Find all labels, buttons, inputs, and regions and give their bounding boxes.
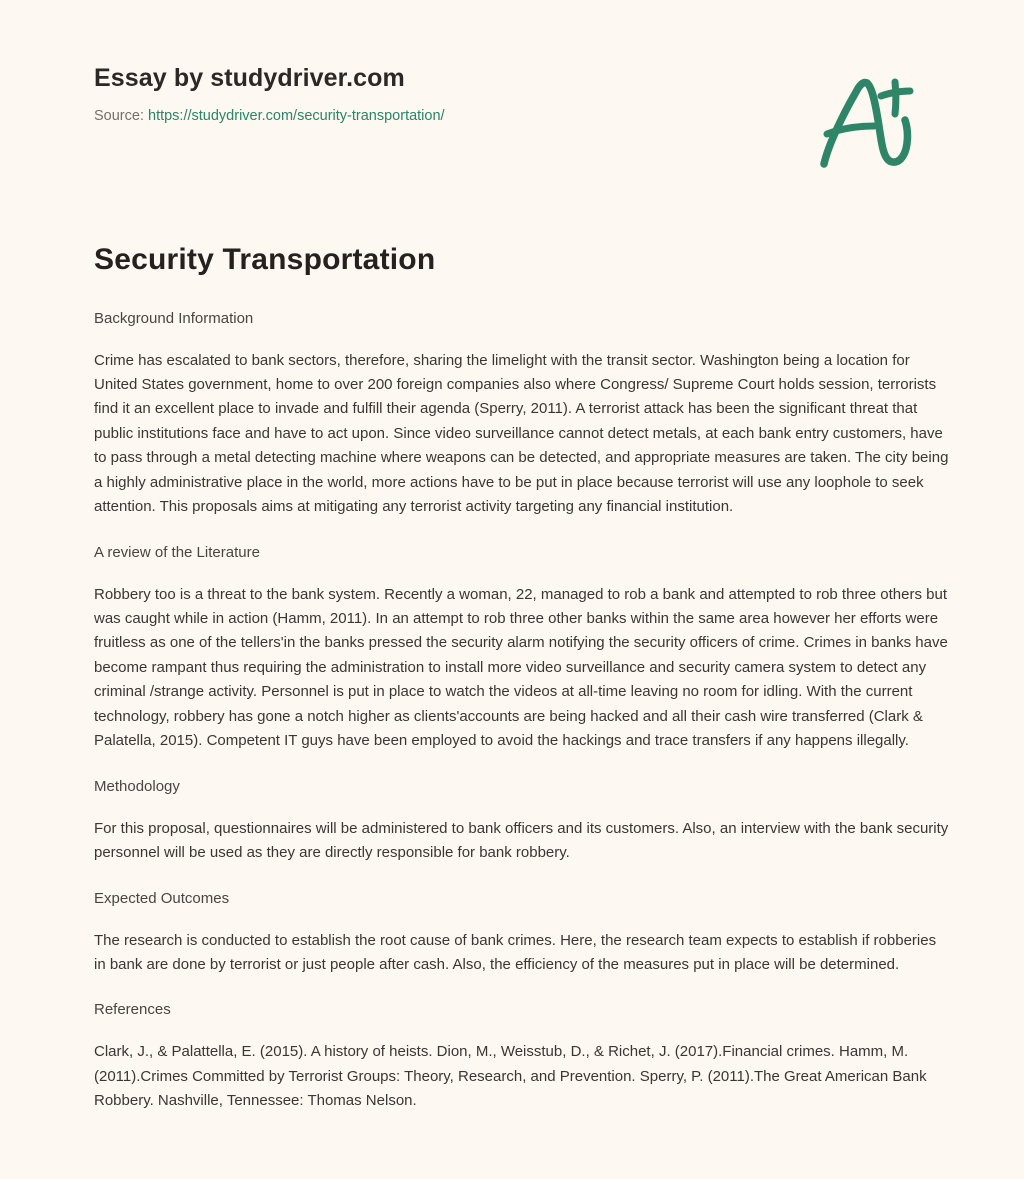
page-header xyxy=(0,0,1024,200)
page-title: Security Transportation xyxy=(94,243,436,276)
section-paragraph-background-information: Crime has escalated to bank sectors, therefore, sharing the limelight with the transit sector. Washington being a location for United States government, home to over 200 foreign companies also where Congress/ Supreme Court holds session, terrorists find it an excellent place to invade and fulfill their agenda (Sperry, 2011). A terrorist attack has been the significant threat that public institutions face and have to act upon. Since video surveillance cannot detect metals, at each bank entry customers, have to pass through a metal detecting machine where weapons can be detected, and appropriate measures are taken. The city being a highly administrative place in the world, more actions have to be put in place because terrorist will use any loophole to seek attention. This proposals aims at mitigating any terrorist activity targeting any financial institution. xyxy=(94,351,949,516)
section-heading-review-of-the-literature: A review of the Literature xyxy=(94,543,260,561)
section-paragraph-review-of-the-literature: Robbery too is a threat to the bank system. Recently a woman, 22, managed to rob a bank and attempted to rob three others but was caught while in action (Hamm, 2011). In an attempt to rob three other banks within the same area however her efforts were fruitless as one of the tellers'in the banks pressed the security alarm notifying the security officers of crime. Crimes in banks have become rampant thus requiring the administration to install more video surveillance and security camera system to detect any criminal /strange activity. Personnel is put in place to watch the videos at all-time leaving no room for idling. With the current technology, robbery has gone a notch higher as clients'accounts are being hacked and all their cash wire transferred (Clark & Palatella, 2015). Competent IT guys have been employed to avoid the hackings and trace transfers if any happens illegally. xyxy=(94,585,948,750)
source-url-link[interactable]: https://studydriver.com/security-transportation/ xyxy=(148,108,445,124)
essay-body xyxy=(94,243,950,1114)
source-label: Source: xyxy=(94,108,148,124)
brand-title: Essay by studydriver.com xyxy=(94,64,405,92)
section-heading-references: References xyxy=(94,1001,171,1019)
section-heading-methodology: Methodology xyxy=(94,777,180,795)
brand-block xyxy=(94,63,445,126)
a-plus-logo-icon xyxy=(812,72,922,172)
section-paragraph-methodology: For this proposal, questionnaires will be administered to bank officers and its customers. Also, an interview with the bank security personnel will be used as they are directly responsible for bank robbery. xyxy=(94,819,949,862)
a-plus-logo xyxy=(812,72,922,172)
section-paragraph-expected-outcomes: The research is conducted to establish the root cause of bank crimes. Here, the research team expects to establish if robberies in bank are done by terrorist or just people after cash. Also, the efficiency of the measures put in place will be determined. xyxy=(94,931,937,973)
section-paragraph-references: Clark, J., & Palattella, E. (2015). A history of heists. Dion, M., Weisstub, D., & Richet, J. (2017).Financial crimes. Hamm, M. (2011).Crimes Committed by Terrorist Groups: Theory, Research, and Prevention. Sperry, P. (2011).The Great American Bank Robbery. Nashville, Tennessee: Thomas Nelson. xyxy=(94,1043,927,1110)
section-heading-expected-outcomes: Expected Outcomes xyxy=(94,889,230,907)
source-line xyxy=(94,107,445,126)
section-heading-background-information: Background Information xyxy=(94,309,254,327)
